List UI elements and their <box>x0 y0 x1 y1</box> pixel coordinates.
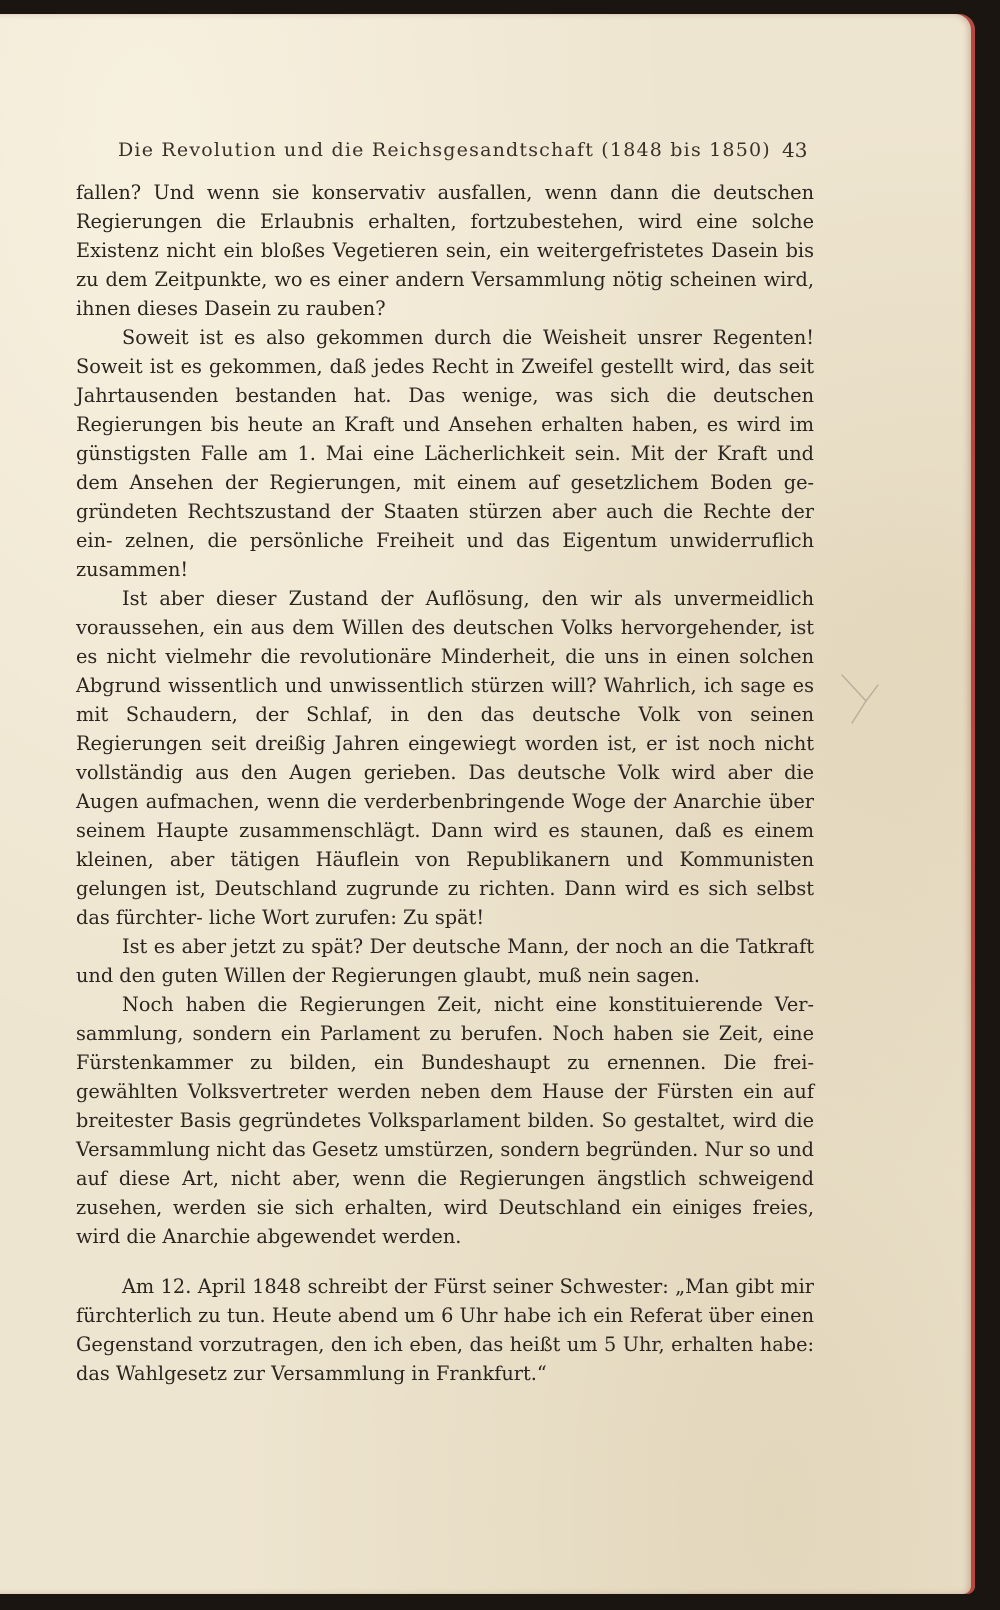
page-body <box>76 178 814 1388</box>
page-number: 43 <box>782 138 808 162</box>
paragraph-2: Soweit ist es also gekommen durch die Weisheit unsrer Regenten! Soweit ist es gekommen, daß jedes Recht in Zweifel gestellt wird, das seit Jahrtausenden bestanden hat. Das wenige, was sich die deutschen Regierungen bis heute an Kraft und Ansehen erhalten haben, es wird im günstigsten Falle am 1. Mai eine Lächerlichkeit sein. Mit der Kraft und dem Ansehen der Regierungen, mit einem auf gesetzlichem Boden ge- gründeten Rechtszustand der Staaten stürzen aber auch die Rechte der ein- zelnen, die persönliche Freiheit und das Eigentum unwiderruflich zusammen! <box>76 326 814 581</box>
pencil-mark-icon <box>836 669 886 729</box>
paragraph-6: Am 12. April 1848 schreibt der Fürst seiner Schwester: „Man gibt mir fürchterlich zu tun. Heute abend um 6 Uhr habe ich ein Referat über einen Gegenstand vorzutragen, den ich eben, das heißt um 5 Uhr, erhalten habe: das Wahlgesetz zur Versammlung in Frankfurt.“ <box>76 1275 814 1385</box>
paragraph-3: Ist aber dieser Zustand der Auflösung, den wir als unvermeidlich voraussehen, ein aus dem Willen des deutschen Volks hervorgehender, ist es nicht vielmehr die revolutionäre Minderheit, die uns in einen solchen Abgrund wissentlich und unwissentlich stürzen will? Wahrlich, ich sage es mit Schaudern, der Schlaf, in den das deutsche Volk von seinen Regierungen seit dreißig Jahren eingewiegt worden ist, er ist noch nicht vollständig aus den Augen gerieben. Das deutsche Volk wird aber die Augen aufmachen, wenn die verderbenbringende Woge der Anarchie über seinem Haupte zusammenschlägt. Dann wird es staunen, daß es einem kleinen, aber tätigen Häuflein von Republikanern und Kommunisten gelungen ist, Deutschland zugrunde zu richten. Dann wird es sich selbst das fürchter- liche Wort zurufen: Zu spät! <box>76 587 814 929</box>
paragraph-1: fallen? Und wenn sie konservativ ausfallen, wenn dann die deutschen Regierungen die Erlaubnis erhalten, fortzubestehen, wird eine solche Existenz nicht ein bloßes Vegetieren sein, ein weitergefristetes Dasein bis zu dem Zeitpunkte, wo es einer andern Versammlung nötig scheinen wird, ihnen dieses Dasein zu rauben? <box>76 181 814 320</box>
book-page <box>0 14 975 1594</box>
paragraph-5: Noch haben die Regierungen Zeit, nicht eine konstituierende Ver- sammlung, sondern ein Parlament zu berufen. Noch haben sie Zeit, eine Fürstenkammer zu bilden, ein Bundeshaupt zu ernennen. Die frei- gewählten Volksvertreter werden neben dem Hause der Fürsten ein auf breitester Basis gegründetes Volksparlament bilden. So gestaltet, wird die Versammlung nicht das Gesetz umstürzen, sondern begründen. Nur so und auf diese Art, nicht aber, wenn die Regierungen ängstlich schweigend zusehen, werden sie sich erhalten, wird Deutschland ein einiges freies, wird die Anarchie abgewendet werden. <box>76 993 814 1248</box>
paragraph-4: Ist es aber jetzt zu spät? Der deutsche Mann, der noch an die Tatkraft und den guten Willen der Regierungen glaubt, muß nein sagen. <box>76 935 814 987</box>
running-head: Die Revolution und die Reichsgesandtschaft (1848 bis 1850) <box>118 139 771 161</box>
